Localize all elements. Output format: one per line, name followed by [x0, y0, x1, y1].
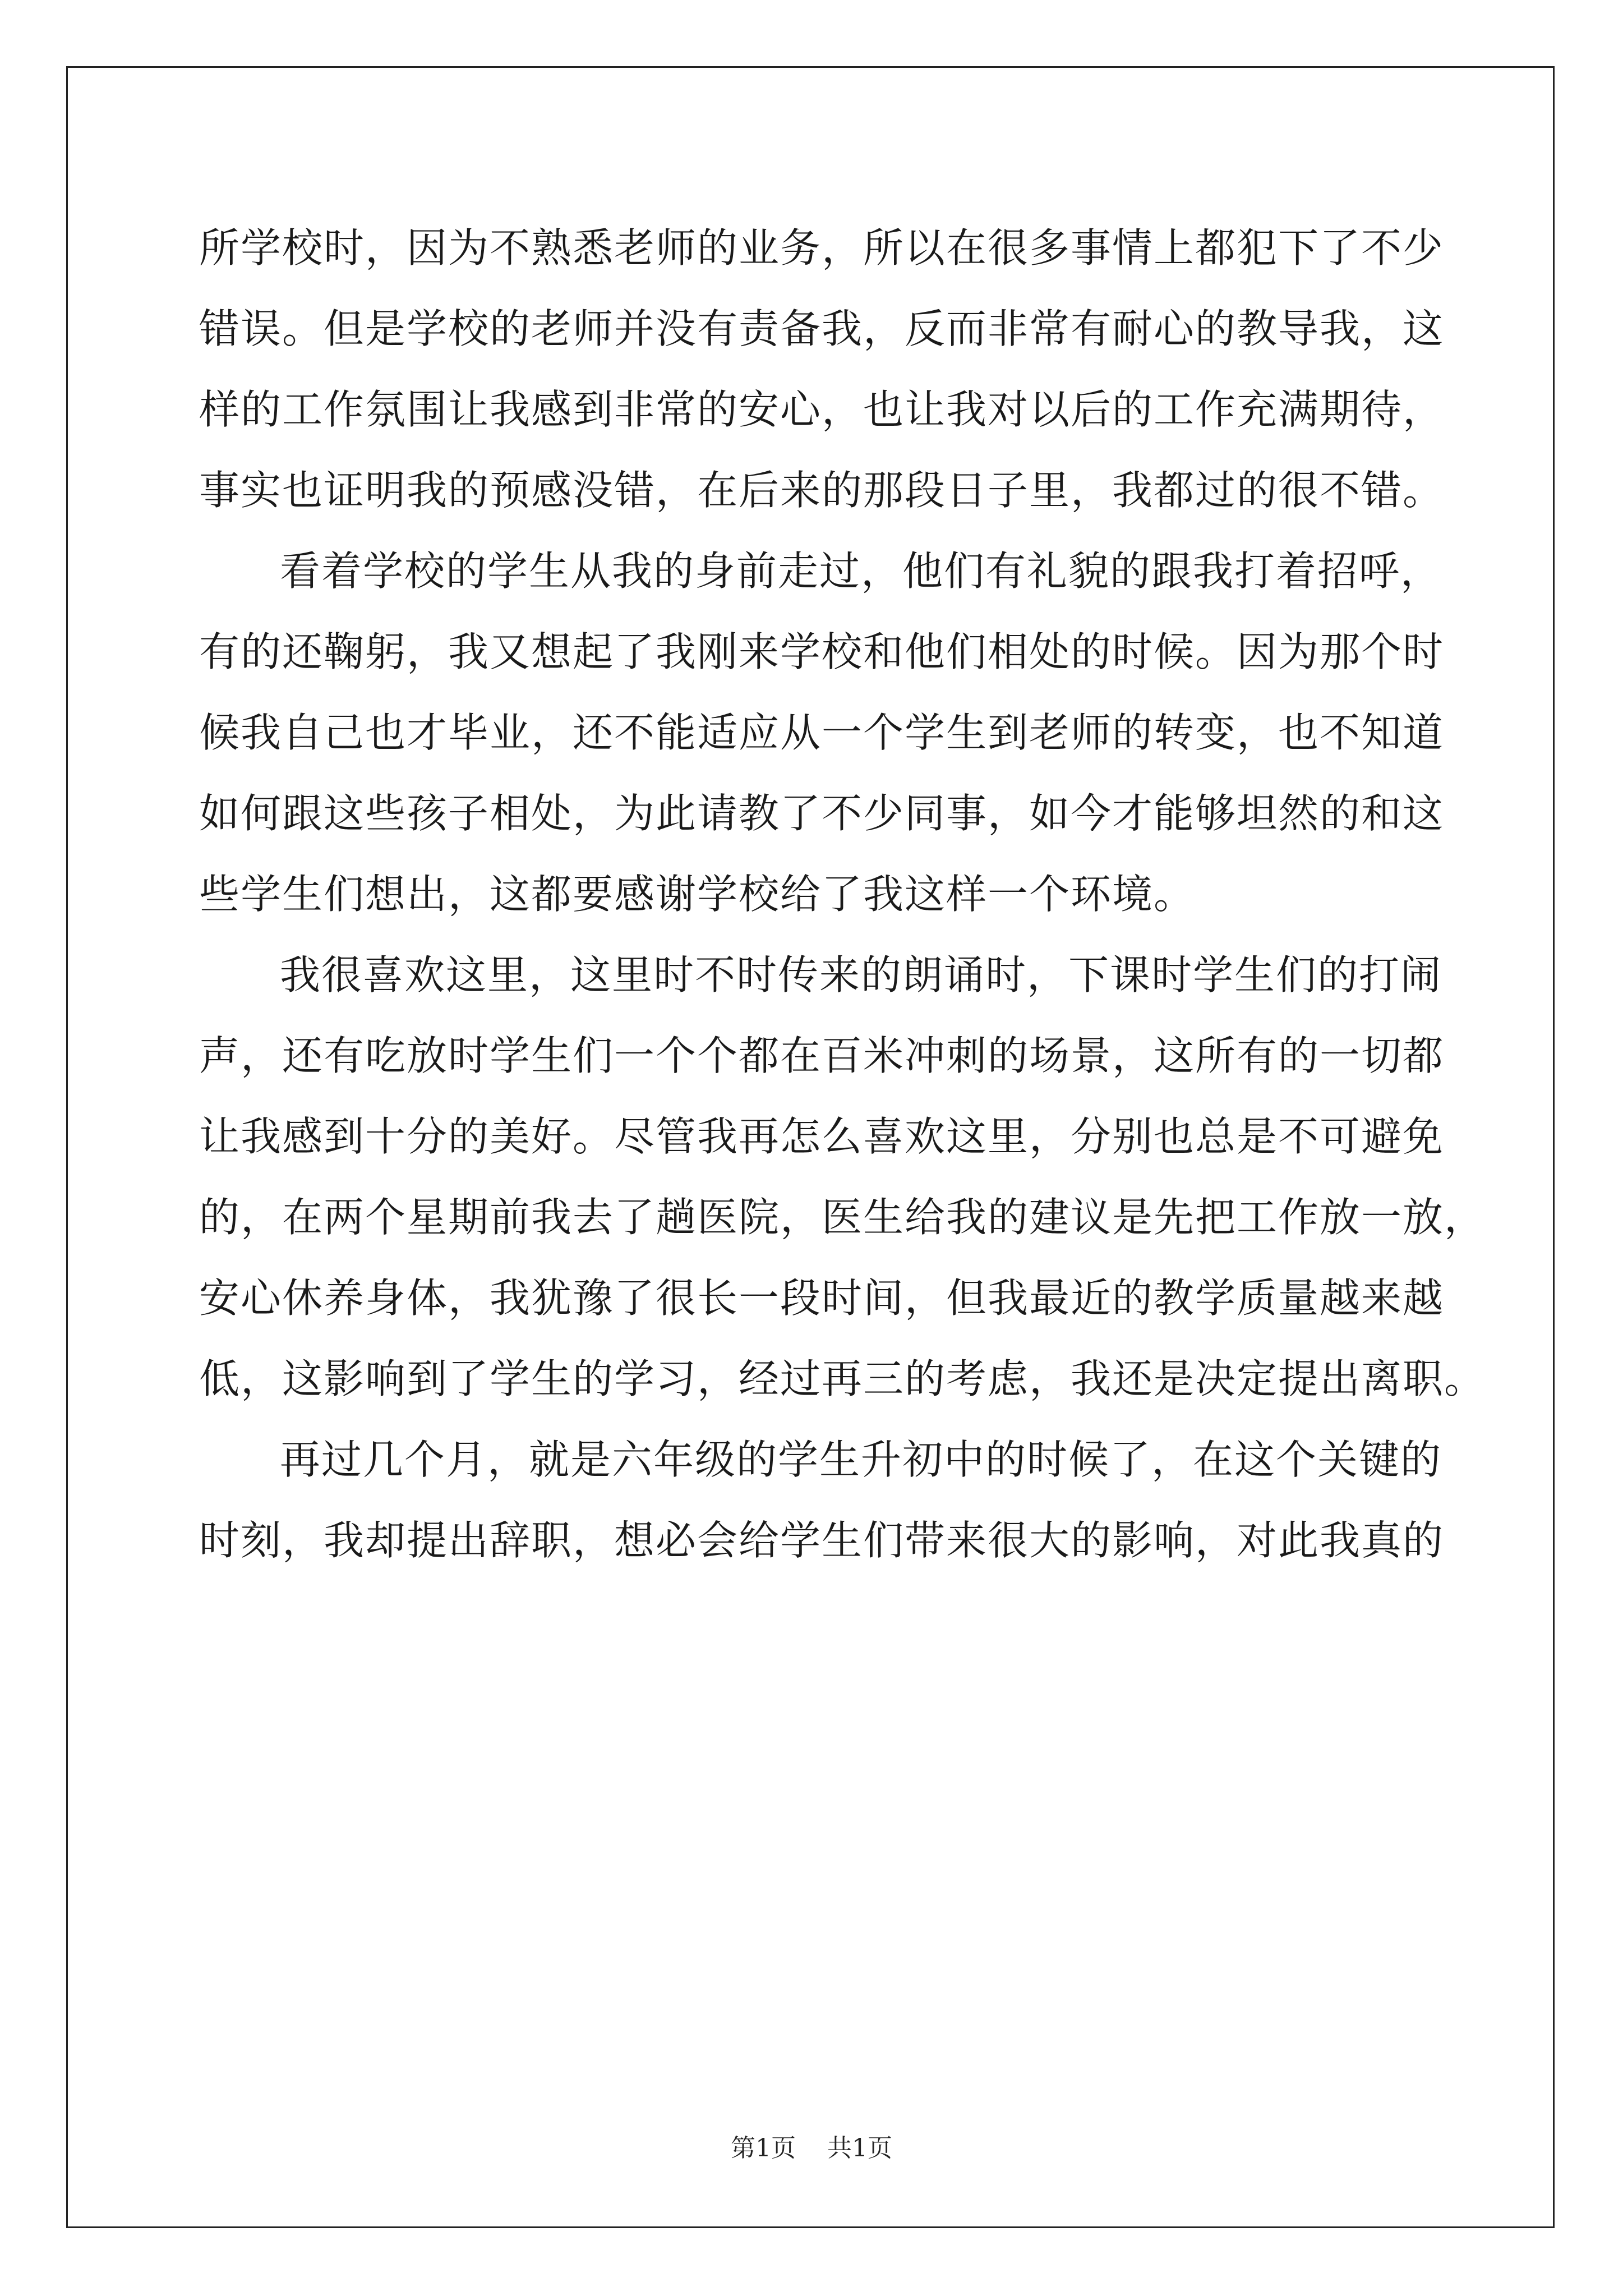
page-number-current: 第1页 — [731, 2134, 796, 2162]
paragraph-1 — [199, 208, 1445, 531]
paragraph-line: 如何跟这些孩子相处，为此请教了不少同事，如今才能够坦然的和这 — [199, 790, 1445, 837]
paragraph-line: 候我自己也才毕业，还不能适应从一个学生到老师的转变，也不知道 — [199, 709, 1445, 756]
document-body — [199, 208, 1486, 1581]
paragraph-3 — [199, 935, 1486, 1419]
paragraph-line: 看着学校的学生从我的身前走过，他们有礼貌的跟我打着招呼， — [280, 547, 1442, 595]
paragraph-line: 错误。但是学校的老师并没有责备我，反而非常有耐心的教导我，这 — [199, 305, 1445, 352]
paragraph-line: 再过几个月，就是六年级的学生升初中的时候了，在这个关键的 — [280, 1436, 1442, 1483]
paragraph-line: 所学校时，因为不熟悉老师的业务，所以在很多事情上都犯下了不少 — [199, 224, 1445, 272]
page-number-total: 共1页 — [827, 2134, 892, 2162]
paragraph-line: 有的还鞠躬，我又想起了我刚来学校和他们相处的时候。因为那个时 — [199, 628, 1445, 675]
paragraph-4 — [199, 1419, 1445, 1581]
paragraph-line: 我很喜欢这里，这里时不时传来的朗诵时，下课时学生们的打闹 — [280, 951, 1442, 999]
paragraph-line: 的，在两个星期前我去了趟医院，医生给我的建议是先把工作放一放， — [199, 1194, 1486, 1241]
paragraph-2 — [199, 531, 1445, 935]
page-footer — [0, 2132, 1623, 2165]
paragraph-line: 让我感到十分的美好。尽管我再怎么喜欢这里，分别也总是不可避免 — [199, 1113, 1445, 1160]
paragraph-line: 声，还有吃放时学生们一个个都在百米冲刺的场景，这所有的一切都 — [199, 1032, 1445, 1079]
paragraph-line: 样的工作氛围让我感到非常的安心，也让我对以后的工作充满期待， — [199, 386, 1445, 433]
paragraph-line: 事实也证明我的预感没错，在后来的那段日子里，我都过的很不错。 — [199, 467, 1445, 514]
paragraph-line: 低，这影响到了学生的学习，经过再三的考虑，我还是决定提出离职。 — [199, 1355, 1486, 1402]
paragraph-line: 安心休养身体，我犹豫了很长一段时间，但我最近的教学质量越来越 — [199, 1274, 1445, 1322]
paragraph-line: 些学生们想出，这都要感谢学校给了我这样一个环境。 — [199, 871, 1196, 918]
paragraph-line: 时刻，我却提出辞职，想必会给学生们带来很大的影响，对此我真的 — [199, 1517, 1445, 1564]
